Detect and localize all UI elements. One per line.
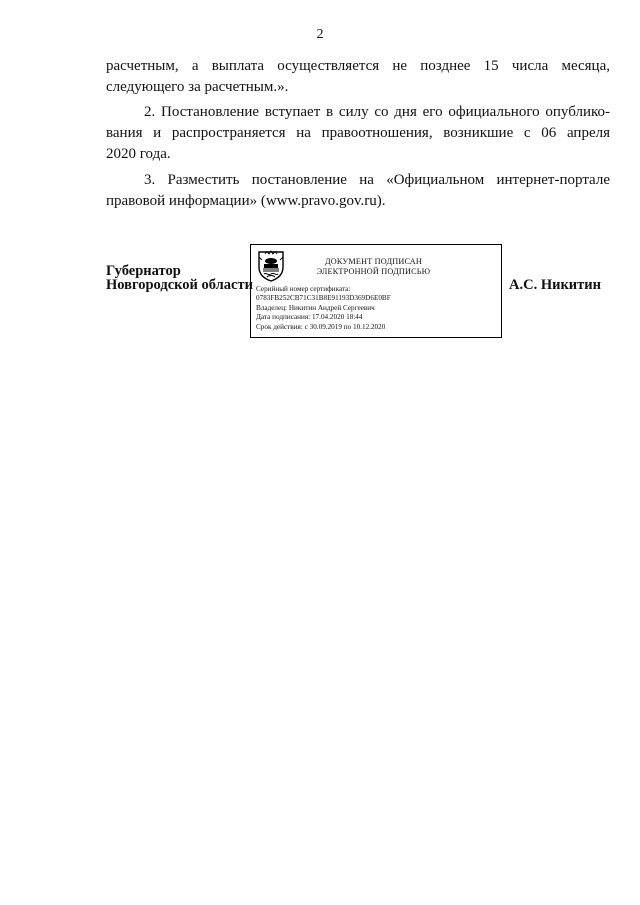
- paragraph-3-line-1: 3. Разместить постановление на «Официальном интернет-портале: [144, 172, 610, 188]
- paragraph-2-line-2: вания и распространяется на правоотношения, возникшие с 06 апреля: [106, 125, 610, 141]
- certificate-validity: Срок действия: с 30.09.2019 по 10.12.2020: [256, 322, 386, 331]
- signing-date: Дата подписания: 17.04.2020 18:44: [256, 313, 363, 322]
- signatory-title-line-2: Новгородской области: [106, 277, 253, 293]
- signatory-title: [106, 264, 253, 292]
- certificate-serial-label: Серийный номер сертификата:: [256, 285, 351, 293]
- page-number: 2: [316, 27, 324, 42]
- coat-of-arms-icon: [256, 250, 286, 283]
- signatory-title-line-1: Губернатор: [106, 263, 181, 279]
- paragraph-2-line-3: 2020 года.: [106, 146, 171, 162]
- stamp-header-line-2: ЭЛЕКТРОННОЙ ПОДПИСЬЮ: [316, 267, 431, 276]
- paragraph-3-line-2: правовой информации» (www.pravo.gov.ru).: [106, 193, 386, 209]
- paragraph-2-line-1: 2. Постановление вступает в силу со дня его официального опублико-: [144, 104, 610, 120]
- electronic-signature-stamp: [250, 244, 502, 338]
- certificate-owner: Владелец: Никитин Андрей Сергеевич: [256, 303, 375, 312]
- document-body: [106, 56, 610, 212]
- paragraph-1-line-1: расчетным, а выплата осуществляется не позднее 15 числа месяца,: [106, 58, 610, 74]
- signatory-name: А.С. Никитин: [509, 277, 601, 293]
- stamp-details: [256, 285, 501, 332]
- certificate-serial-value: 0783FB252CB71C31B8E91193D369D6E0BF: [256, 294, 391, 303]
- stamp-header-line-1: ДОКУМЕНТ ПОДПИСАН: [325, 257, 422, 266]
- stamp-header: [291, 257, 456, 277]
- paragraph-1-line-2: следующего за расчетным.».: [106, 79, 289, 95]
